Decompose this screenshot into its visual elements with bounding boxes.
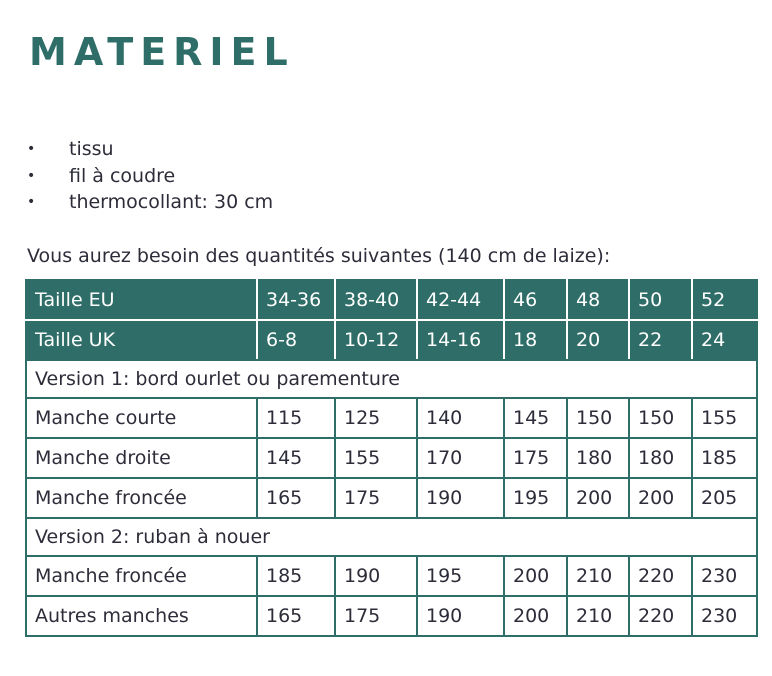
- table-cell: 200: [629, 478, 692, 518]
- table-cell: 52: [692, 280, 757, 320]
- table-cell: 190: [417, 596, 504, 636]
- size-eu-row: [26, 280, 757, 320]
- table-cell: 195: [417, 556, 504, 596]
- row-label: Manche froncée: [26, 556, 257, 596]
- table-cell: 115: [257, 398, 335, 438]
- row-label: Autres manches: [26, 596, 257, 636]
- table-cell: 20: [567, 320, 629, 360]
- table-cell: 220: [629, 556, 692, 596]
- table-cell: 170: [417, 438, 504, 478]
- materials-list: [27, 136, 273, 216]
- table-cell: 155: [692, 398, 757, 438]
- table-cell: 180: [629, 438, 692, 478]
- table-cell: 185: [257, 556, 335, 596]
- table-row: [26, 478, 757, 518]
- table-row: [26, 556, 757, 596]
- table-cell: 34-36: [257, 280, 335, 320]
- table-cell: 155: [335, 438, 417, 478]
- table-cell: 175: [504, 438, 567, 478]
- material-label: tissu: [69, 138, 114, 160]
- table-cell: 24: [692, 320, 757, 360]
- table-cell: 22: [629, 320, 692, 360]
- page-title: MATERIEL: [29, 30, 295, 74]
- row-label: Manche froncée: [26, 478, 257, 518]
- table-cell: 175: [335, 478, 417, 518]
- table-row: [26, 596, 757, 636]
- table-cell: 180: [567, 438, 629, 478]
- list-item: [27, 136, 273, 163]
- row-label: Taille UK: [26, 320, 257, 360]
- size-uk-row: [26, 320, 757, 360]
- table-cell: 210: [567, 556, 629, 596]
- bullet: •: [27, 194, 36, 210]
- table-cell: 205: [692, 478, 757, 518]
- table-cell: 46: [504, 280, 567, 320]
- table-cell: 175: [335, 596, 417, 636]
- table-cell: 145: [257, 438, 335, 478]
- material-label: thermocollant: 30 cm: [69, 191, 274, 213]
- bullet: •: [27, 141, 36, 157]
- table-cell: 14-16: [417, 320, 504, 360]
- table-cell: 125: [335, 398, 417, 438]
- table-cell: 150: [629, 398, 692, 438]
- table-cell: 42-44: [417, 280, 504, 320]
- table-cell: 200: [567, 478, 629, 518]
- row-label: Manche courte: [26, 398, 257, 438]
- table-cell: 140: [417, 398, 504, 438]
- table-cell: 220: [629, 596, 692, 636]
- table-cell: 165: [257, 478, 335, 518]
- table-cell: 195: [504, 478, 567, 518]
- table-row: [26, 398, 757, 438]
- table-cell: 230: [692, 556, 757, 596]
- table-cell: 190: [417, 478, 504, 518]
- list-item: [27, 163, 273, 190]
- table-cell: 200: [504, 596, 567, 636]
- table-cell: 6-8: [257, 320, 335, 360]
- intro-text: Vous aurez besoin des quantités suivantes (140 cm de laize):: [27, 245, 611, 267]
- fabric-quantity-table: [25, 279, 758, 637]
- table-cell: 48: [567, 280, 629, 320]
- table-cell: 150: [567, 398, 629, 438]
- table-cell: 200: [504, 556, 567, 596]
- version-heading: Version 2: ruban à nouer: [26, 518, 757, 556]
- table-cell: 50: [629, 280, 692, 320]
- row-label: Manche droite: [26, 438, 257, 478]
- table-cell: 18: [504, 320, 567, 360]
- row-label: Taille EU: [26, 280, 257, 320]
- table-cell: 165: [257, 596, 335, 636]
- table-row: [26, 438, 757, 478]
- table-cell: 210: [567, 596, 629, 636]
- table-cell: 190: [335, 556, 417, 596]
- version-2-heading-row: [26, 518, 757, 556]
- table-cell: 185: [692, 438, 757, 478]
- table-cell: 38-40: [335, 280, 417, 320]
- version-1-heading-row: [26, 360, 757, 398]
- material-label: fil à coudre: [69, 164, 176, 187]
- version-heading: Version 1: bord ourlet ou parementure: [26, 360, 757, 398]
- table-cell: 230: [692, 596, 757, 636]
- table-cell: 145: [504, 398, 567, 438]
- list-item: [27, 189, 273, 216]
- bullet: •: [27, 167, 36, 184]
- table-cell: 10-12: [335, 320, 417, 360]
